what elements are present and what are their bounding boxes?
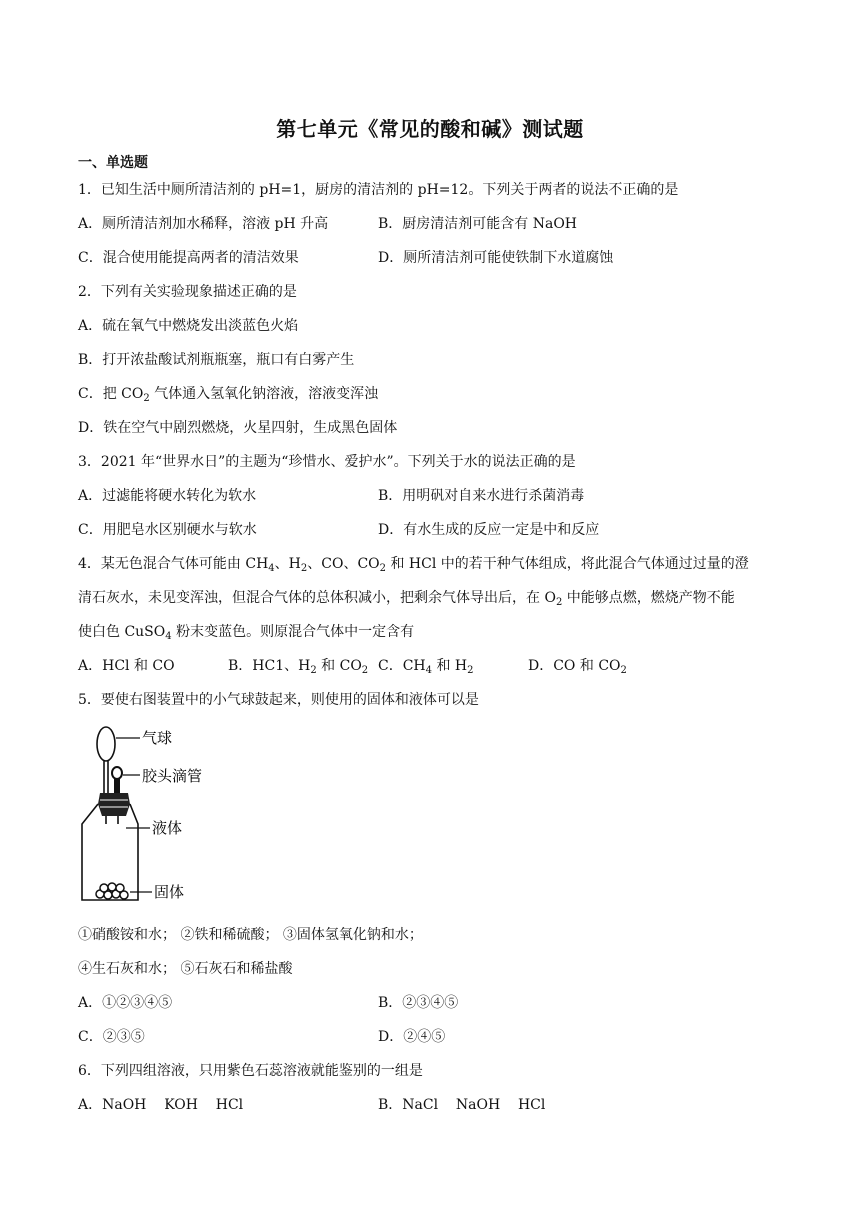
solid-granules — [96, 883, 128, 899]
question-5-option-b: B．②③④⑤ — [378, 995, 459, 1011]
question-5-option-a: A．①②③④⑤ — [78, 995, 173, 1011]
question-5-list-line-1: ①硝酸铵和水； ②铁和稀硫酸； ③固体氢氧化钠和水； — [78, 927, 423, 943]
question-3-stem: 3．2021 年“世界水日”的主题为“珍惜水、爱护水”。下列关于水的说法正确的是 — [78, 454, 576, 470]
question-4-stem-line-3: 使白色 CuSO$_4$ 粉末变蓝色。则原混合气体中一定含有 — [78, 624, 415, 642]
question-5-stem: 5．要使右图装置中的小气球鼓起来，则使用的固体和液体可以是 — [78, 692, 479, 708]
label-solid: 固体 — [154, 883, 185, 901]
question-3-option-d: D．有水生成的反应一定是中和反应 — [378, 522, 600, 538]
section-heading: 一、单选题 — [78, 155, 148, 171]
rubber-stopper — [98, 793, 130, 816]
question-4-option-a: A．HCl 和 CO — [78, 658, 175, 674]
question-5-option-d: D．②④⑤ — [378, 1029, 446, 1045]
label-dropper: 胶头滴管 — [142, 767, 203, 785]
question-6-option-b: B．NaCl NaOH HCl — [378, 1097, 546, 1113]
question-4-option-c: C．$CH_4$ 和 $H_2$ — [378, 658, 474, 676]
question-1-option-c: C．混合使用能提高两者的清洁效果 — [78, 250, 299, 266]
question-2-stem: 2．下列有关实验现象描述正确的是 — [78, 284, 297, 300]
dropper-bulb — [112, 767, 122, 779]
balloon-shape — [97, 727, 115, 761]
question-6-option-a: A．NaOH KOH HCl — [78, 1097, 244, 1113]
page-title: 第七单元《常见的酸和碱》测试题 — [276, 117, 584, 141]
question-1-option-b: B．厨房清洁剂可能含有 NaOH — [378, 216, 578, 232]
question-1-option-d: D．厕所清洁剂可能使铁制下水道腐蚀 — [378, 250, 614, 266]
question-2-option-c: C．把 $CO_2$ 气体通入氢氧化钠溶液，溶液变浑浊 — [78, 386, 379, 404]
label-balloon: 气球 — [142, 729, 173, 747]
question-1-option-a: A．厕所清洁剂加水稀释，溶液 pH 升高 — [78, 216, 329, 232]
question-3-option-b: B．用明矾对自来水进行杀菌消毒 — [378, 488, 585, 504]
balloon-apparatus-diagram — [78, 720, 238, 910]
question-2-option-a: A．硫在氧气中燃烧发出淡蓝色火焰 — [78, 318, 299, 334]
question-5-list-line-2: ④生石灰和水； ⑤石灰石和稀盐酸 — [78, 961, 293, 977]
question-2-option-b: B．打开浓盐酸试剂瓶瓶塞，瓶口有白雾产生 — [78, 352, 355, 368]
question-1-stem: 1．已知生活中厕所清洁剂的 pH=1，厨房的清洁剂的 pH=12。下列关于两者的说法不正确的是 — [78, 182, 679, 198]
question-5-option-c: C．②③⑤ — [78, 1029, 145, 1045]
question-2-option-d: D．铁在空气中剧烈燃烧，火星四射，生成黑色固体 — [78, 420, 398, 436]
question-3-option-a: A．过滤能将硬水转化为软水 — [78, 488, 257, 504]
question-6-stem: 6．下列四组溶液，只用紫色石蕊溶液就能鉴别的一组是 — [78, 1063, 423, 1079]
question-4-option-b: B．HC1、$H_2$ 和 $CO_2$ — [228, 658, 369, 676]
question-4-stem-line-1: 4．某无色混合气体可能由 $CH_4$、$H_2$、CO、$CO_2$ 和 HCl 中的若干种气体组成，将此混合气体通过过量的澄 — [78, 556, 749, 574]
question-4-stem-line-2: 清石灰水，未见变浑浊，但混合气体的总体积减小，把剩余气体导出后，在 $O_2$ 中能够点燃，燃烧产物不能 — [78, 590, 735, 608]
question-3-option-c: C．用肥皂水区别硬水与软水 — [78, 522, 257, 538]
question-4-option-d: D．CO 和 $CO_2$ — [528, 658, 627, 676]
label-liquid: 液体 — [152, 819, 183, 837]
